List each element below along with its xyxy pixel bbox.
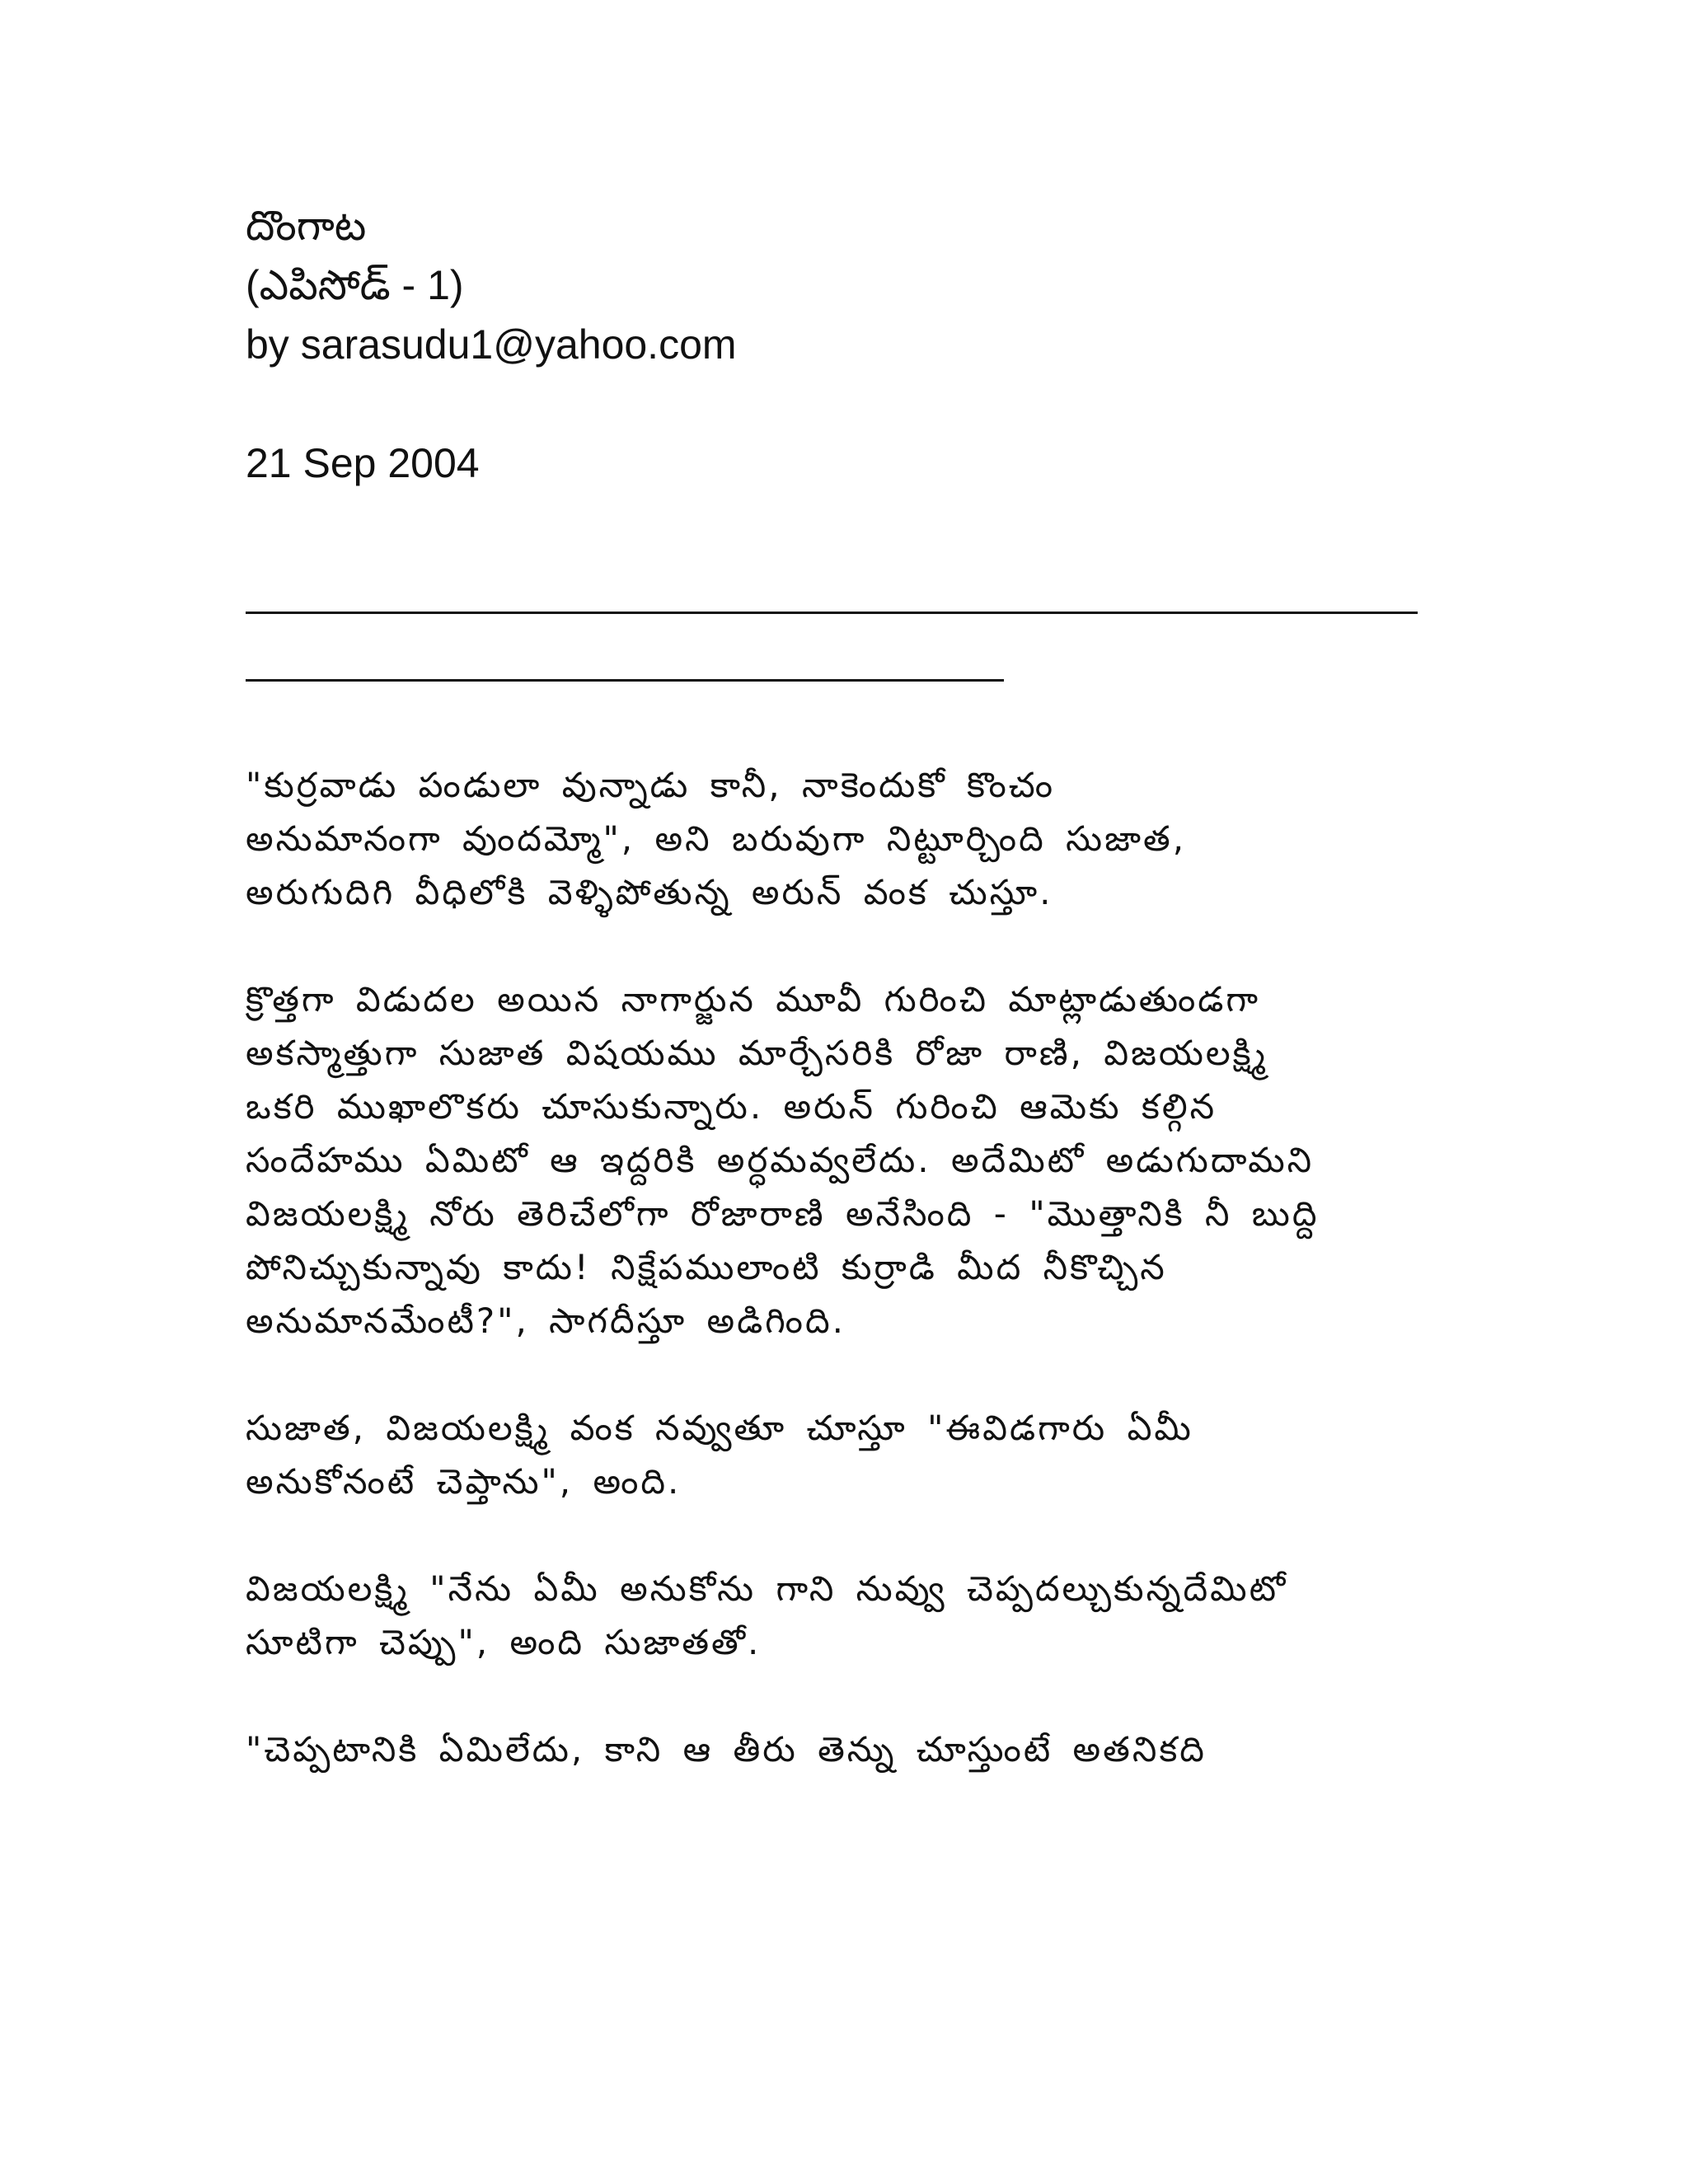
text-line: అనుమానమేంటీ?", సాగదీస్తూ అడిగింది. (246, 1301, 846, 1341)
episode-label: (ఎపిసోడ్ - 1) (246, 262, 464, 308)
text-line: "కుర్రవాడు పండులా వున్నాడు కానీ, నాకెందుకో కొంచం (246, 765, 1056, 805)
text-line: అకస్మాత్తుగా సుజాత విషయము మార్చేసరికి రోజా రాణి, విజయలక్ష్మి (246, 1033, 1268, 1073)
paragraph (246, 758, 1449, 919)
divider-line-long (246, 612, 1418, 614)
paragraph (246, 1722, 1449, 1776)
text-line: విజయలక్ష్మి నోరు తెరిచేలోగా రోజారాణి అనేసింది - "మొత్తానికి నీ బుద్ది (246, 1193, 1320, 1234)
author-line: by sarasudu1@yahoo.com (246, 321, 737, 368)
text-line: సందేహము ఏమిటో ఆ ఇద్దరికి అర్ధమవ్వలేదు. అదేమిటో అడుగుదామని (246, 1140, 1315, 1180)
publish-date: 21 Sep 2004 (246, 440, 480, 486)
text-line: పోనిచ్చుకున్నావు కాదు! నిక్షేపములాంటి కుర్రాడి మీద నీకొచ్చిన (246, 1247, 1167, 1287)
document-header (246, 196, 1449, 493)
paragraph (246, 1401, 1449, 1508)
story-title: దొంగాట (246, 203, 367, 249)
text-line: అరుగుదిగి వీధిలోకి వెళ్ళిపోతున్న అరున్ వంక చుస్తూ. (246, 872, 1053, 912)
text-line: అనుకోనంటే చెప్తాను", అంది. (246, 1461, 682, 1502)
text-line: విజయలక్ష్మి "నేను ఏమీ అనుకోను గాని నువ్వు చెప్పదల్చుకున్నదేమిటో (246, 1568, 1288, 1609)
text-line: క్రొత్తగా విడుదల అయిన నాగార్జున మూవీ గురించి మాట్లాడుతుండగా (246, 979, 1261, 1019)
story-body (246, 758, 1449, 1830)
paragraph (246, 1562, 1449, 1669)
divider-line-short (246, 679, 1004, 682)
paragraph (246, 972, 1449, 1347)
text-line: "చెప్పటానికి ఏమిలేదు, కాని ఆ తీరు తెన్ను చూస్తుంటే అతనికది (246, 1729, 1207, 1769)
text-line: సూటిగా చెప్పు", అంది సుజాతతో. (246, 1622, 762, 1662)
text-line: సుజాత, విజయలక్ష్మి వంక నవ్వుతూ చూస్తూ "ఈవిడగారు ఏమీ (246, 1408, 1193, 1448)
text-line: అనుమానంగా వుందమ్మో", అని బరువుగా నిట్టూర్చింది సుజాత, (246, 818, 1187, 859)
text-line: ఒకరి ముఖాలొకరు చూసుకున్నారు. అరున్ గురించి ఆమెకు కల్గిన (246, 1086, 1217, 1127)
